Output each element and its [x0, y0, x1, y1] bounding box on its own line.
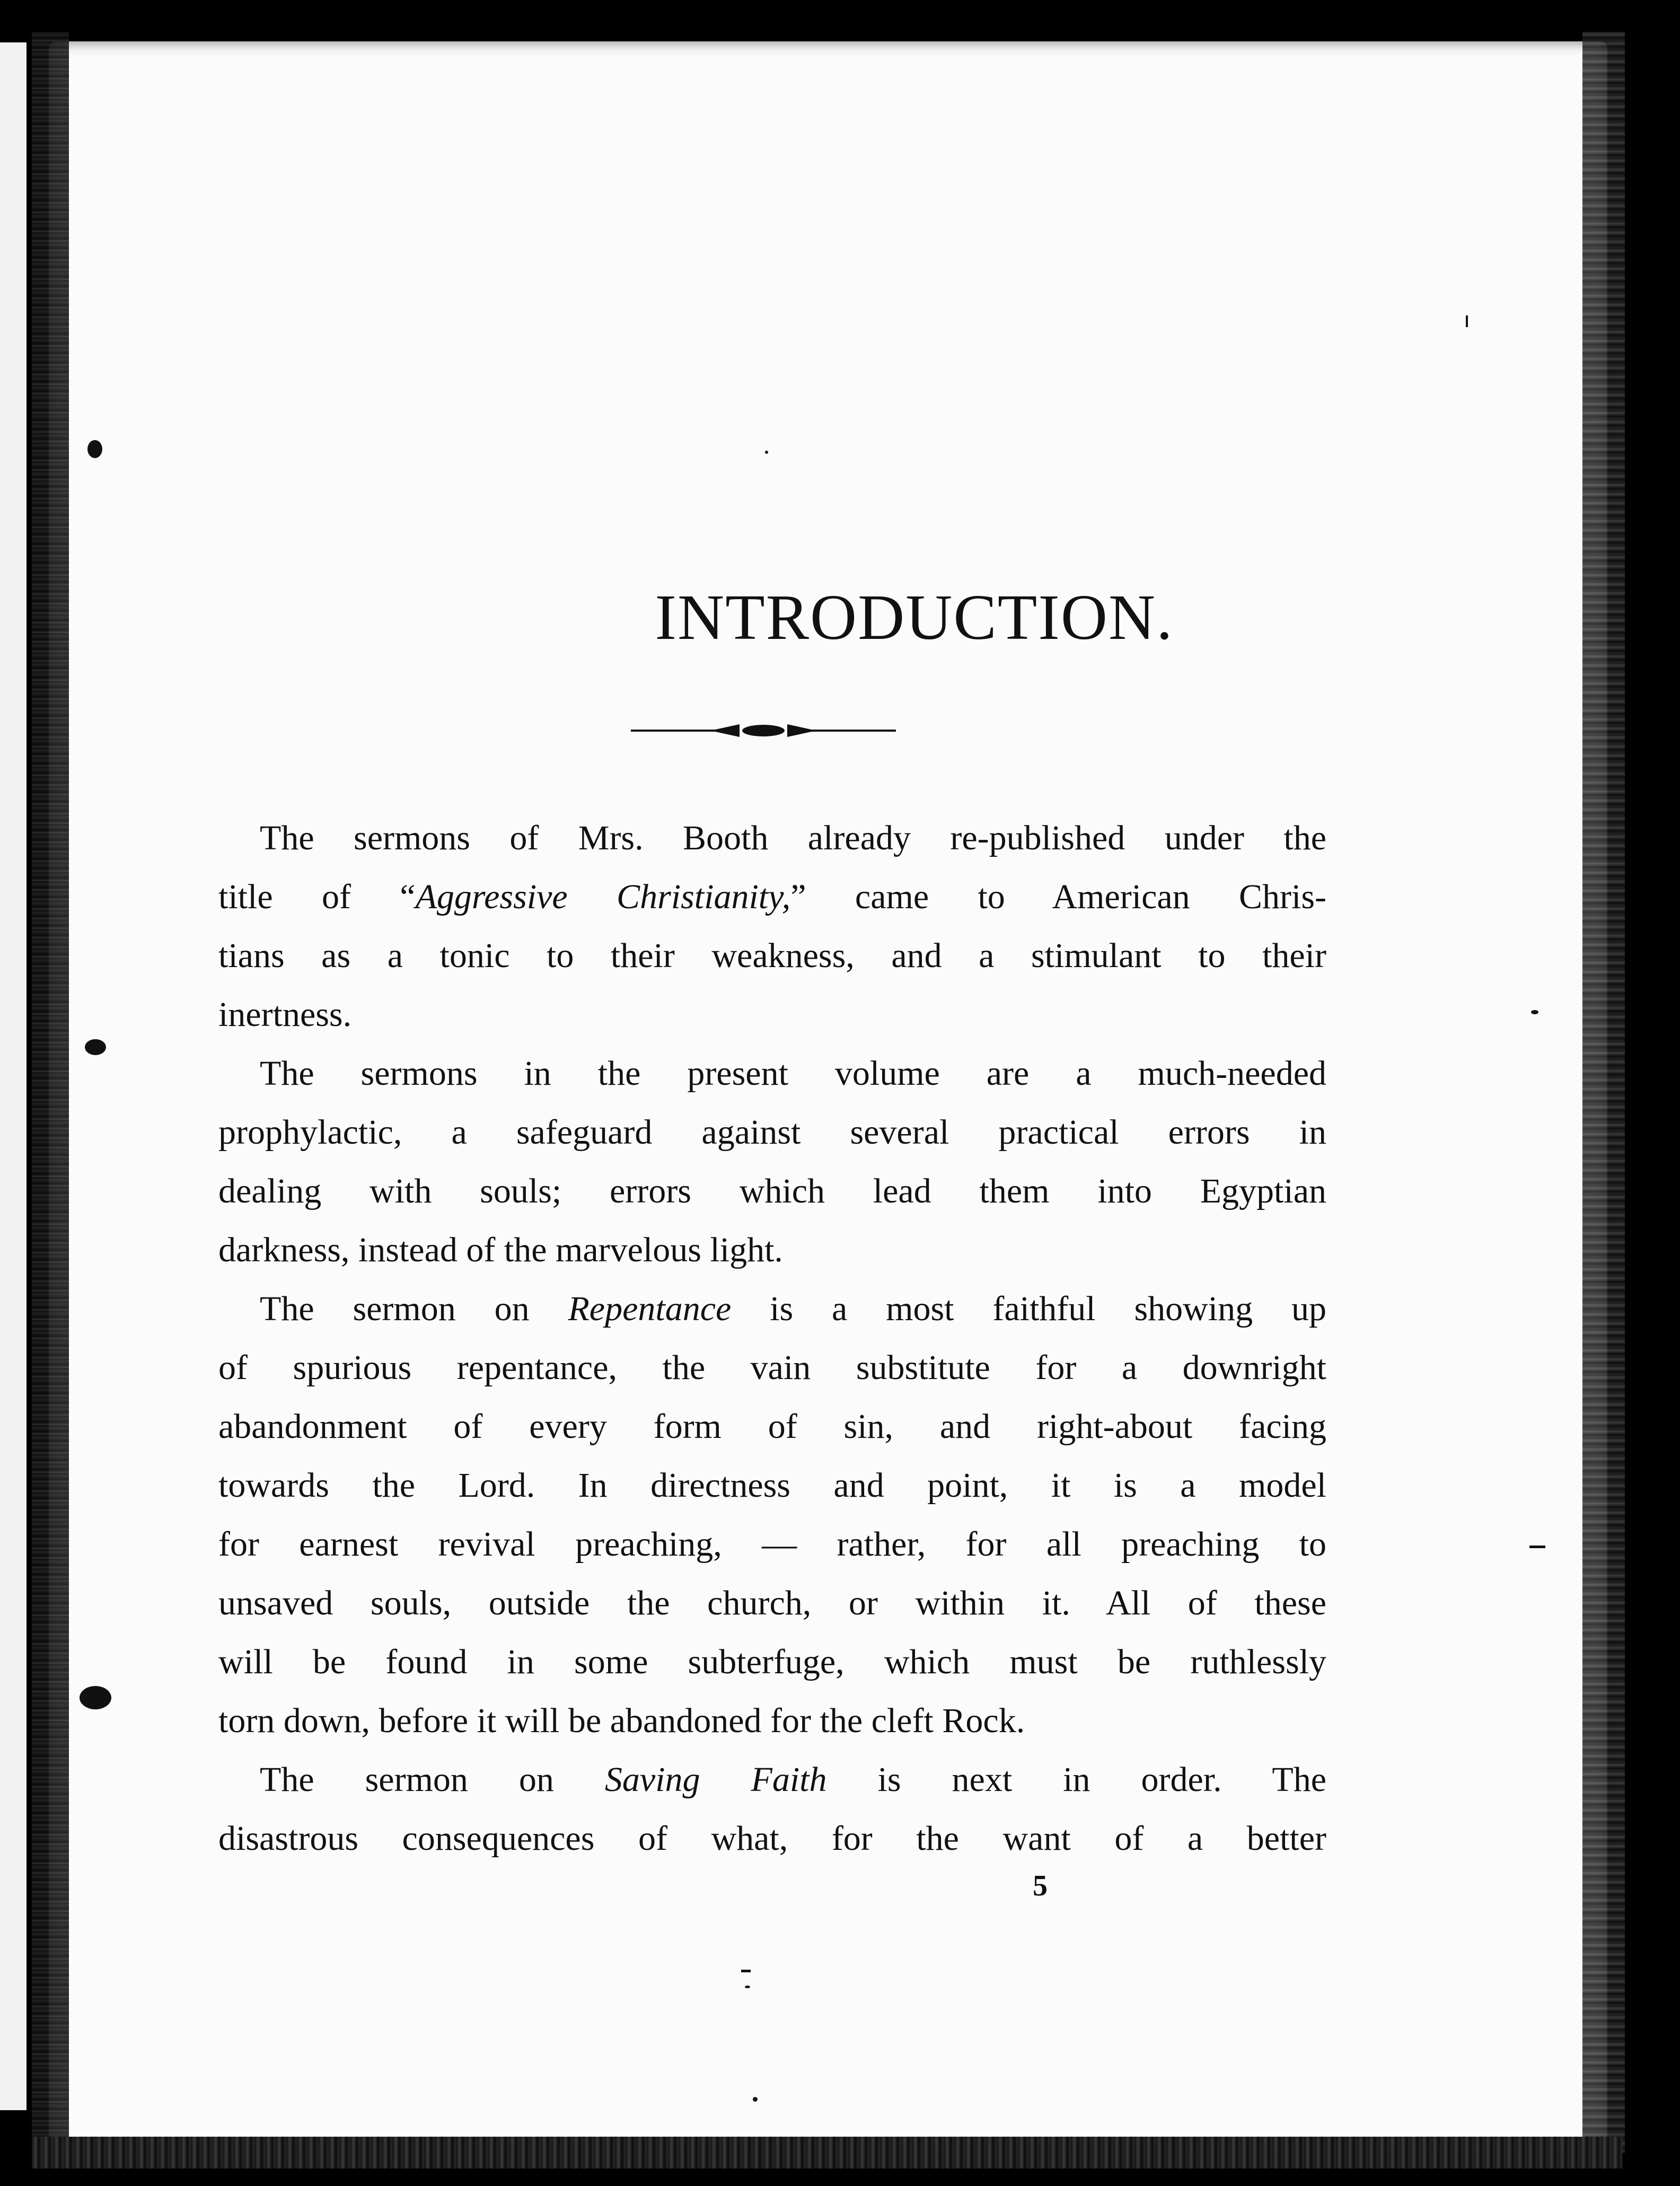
- paragraph: [218, 1044, 1326, 1279]
- text-line: prophylactic, a safeguard against several practical errors in: [218, 1113, 1326, 1152]
- scan-speck: [1531, 1010, 1538, 1014]
- scan-speck: [87, 440, 102, 458]
- italic-phrase: Saving Faith: [604, 1760, 827, 1799]
- spine-margin: [0, 42, 27, 2110]
- text-line: torn down, before it will be abandoned for the cleft Rock.: [218, 1701, 1025, 1740]
- paragraph: [218, 1279, 1326, 1750]
- scan-speck: [753, 2097, 758, 2102]
- text-line: title of “Aggressive Christianity,” came to American Chris-: [218, 877, 1326, 916]
- left-scan-edge: [32, 32, 69, 2153]
- text-line: The sermon on Repentance is a most faithful showing up: [260, 1289, 1326, 1328]
- paragraph: [218, 1750, 1326, 1868]
- scan-speck: [85, 1039, 106, 1055]
- text-line: darkness, instead of the marvelous light.: [218, 1231, 783, 1269]
- text-line: inertness.: [218, 995, 352, 1034]
- scan-speck: [1529, 1546, 1545, 1548]
- title-ornament-rule: [631, 720, 896, 741]
- text-line: tians as a tonic to their weakness, and a stimulant to their: [218, 936, 1326, 975]
- text-line: disastrous consequences of what, for the want of a better: [218, 1819, 1326, 1858]
- italic-phrase: Aggressive Christianity,: [415, 877, 791, 916]
- scan-speck: [80, 1686, 111, 1709]
- text-line: for earnest revival preaching, — rather, for all preaching to: [218, 1525, 1326, 1564]
- page-number: 5: [1033, 1869, 1048, 1902]
- body-text: [218, 809, 1326, 1868]
- scan-speck: [1466, 315, 1468, 327]
- text-line: towards the Lord. In directness and point, it is a model: [218, 1466, 1326, 1505]
- text-line: of spurious repentance, the vain substitute for a downright: [218, 1348, 1326, 1387]
- text-line: will be found in some subterfuge, which must be ruthlessly: [218, 1643, 1326, 1681]
- scan-speck: [765, 451, 768, 454]
- scan-speck: [745, 1986, 750, 1988]
- text-line: The sermon on Saving Faith is next in order. The: [260, 1760, 1327, 1799]
- italic-phrase: Repentance: [568, 1289, 732, 1328]
- scan-speck: [741, 1970, 751, 1972]
- text-line: dealing with souls; errors which lead them into Egyptian: [218, 1172, 1326, 1210]
- text-line: The sermons in the present volume are a much-needed: [260, 1054, 1326, 1093]
- right-scan-edge: [1582, 32, 1625, 2153]
- text-line: unsaved souls, outside the church, or within it. All of these: [218, 1584, 1326, 1622]
- text-line: abandonment of every form of sin, and right-about facing: [218, 1407, 1326, 1446]
- text-line: The sermons of Mrs. Booth already re-published under the: [260, 819, 1326, 857]
- page-title: INTRODUCTION.: [655, 582, 1174, 653]
- paragraph: [218, 809, 1326, 1044]
- bottom-scan-edge: [32, 2137, 1622, 2169]
